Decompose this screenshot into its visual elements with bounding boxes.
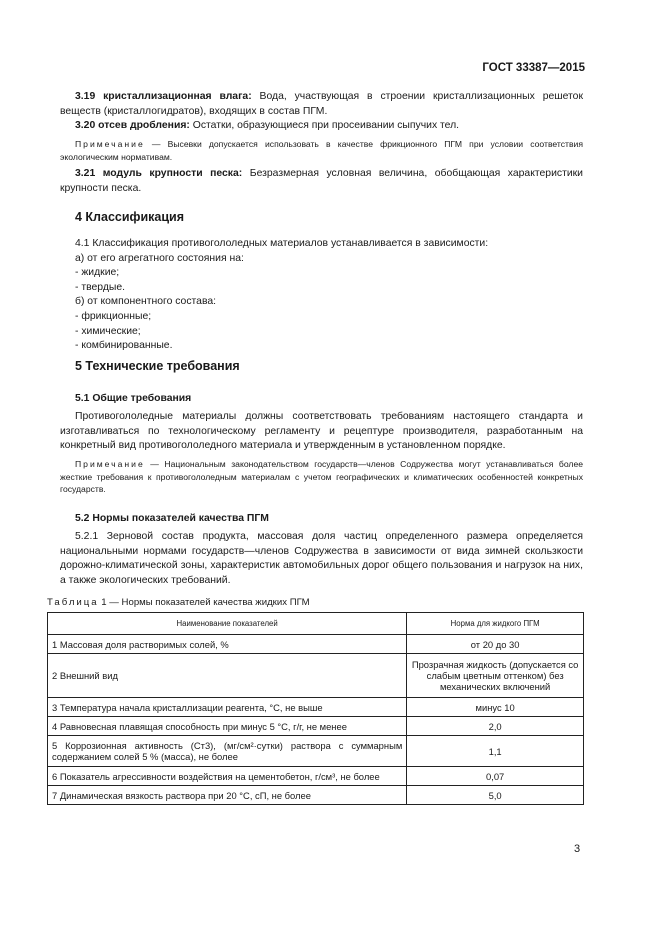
table-cell: 5,0 (407, 786, 584, 805)
section-5-title: 5 Технические требования (75, 359, 240, 373)
paragraph-3-19 (60, 90, 583, 119)
list-item: - фрикционные; (75, 310, 152, 322)
table-header-cell: Норма для жидкого ПГМ (407, 613, 584, 635)
list-item: - химические; (75, 325, 141, 337)
section-4-list (75, 237, 488, 354)
section-5-2-title: 5.2 Нормы показателей качества ПГМ (75, 513, 269, 524)
text-3-19: Вода, участвующая в строении кристаллизационных решеток веществ (кристаллогидратов), входящих в состав ПГМ. (60, 91, 583, 117)
table-cell: 1 Массовая доля растворимых солей, % (48, 635, 407, 654)
term-3-19: 3.19 кристаллизационная влага: (75, 91, 252, 102)
text-3-20: Остатки, образующиеся при просеивании сыпучих тел. (189, 120, 460, 131)
section-4-title: 4 Классификация (75, 210, 185, 224)
paragraph-3-21 (60, 167, 583, 196)
table-row (48, 698, 584, 717)
table-header-row (48, 613, 584, 635)
list-item: а) от его агрегатного состояния на: (75, 252, 244, 264)
table-caption-label: Таблица (47, 597, 99, 608)
table-row (48, 717, 584, 736)
table-cell: 3 Температура начала кристаллизации реагента, °С, не выше (48, 698, 407, 717)
list-item: - твердые. (75, 281, 126, 293)
table-row (48, 767, 584, 786)
term-3-20: 3.20 отсев дробления: (75, 120, 190, 131)
note-2 (60, 458, 583, 496)
note-label: Примечание (75, 459, 145, 469)
note-label: Примечание (75, 139, 145, 149)
quality-table (47, 612, 584, 805)
list-item: - комбинированные. (75, 340, 173, 352)
term-3-21: 3.21 модуль крупности песка: (75, 168, 243, 179)
list-item: 4.1 Классификация противогололедных материалов устанавливается в зависимости: (75, 238, 489, 249)
table-cell: от 20 до 30 (407, 635, 584, 654)
note-1-text: — Высевки допускается использовать в качестве фрикционного ПГМ при условии соответствия экологическим нормативам. (60, 139, 583, 162)
table-header-cell: Наименование показателей (48, 613, 407, 635)
section-5-1-title: 5.1 Общие требования (75, 393, 192, 404)
table-cell: 7 Динамическая вязкость раствора при 20 °С, сП, не более (48, 786, 407, 805)
table-row (48, 635, 584, 654)
text-3-21: Безразмерная условная величина, обобщающая характеристики крупности песка. (60, 168, 583, 194)
list-item: б) от компонентного состава: (75, 296, 217, 308)
paragraph-3-20 (60, 119, 583, 134)
table-cell: минус 10 (407, 698, 584, 717)
note-1 (60, 138, 583, 163)
table-row (48, 786, 584, 805)
page-number: 3 (574, 843, 581, 855)
list-item: - жидкие; (75, 267, 120, 279)
table-cell: 5 Коррозионная активность (Ст3), (мг/см²·сутки) раствора с суммарным содержанием солей 5 % (масса), не более (48, 736, 407, 767)
table-row (48, 736, 584, 767)
table-row (48, 654, 584, 698)
table-caption-text: 1 — Нормы показателей качества жидких ПГМ (98, 597, 310, 608)
table-caption (47, 597, 310, 608)
table-cell: Прозрачная жидкость (допускается со слабым цветным оттенком) без механических включений (407, 654, 584, 698)
table-cell: 2 Внешний вид (48, 654, 407, 698)
table-cell: 6 Показатель агрессивности воздействия на цементобетон, г/см³, не более (48, 767, 407, 786)
table-cell: 1,1 (407, 736, 584, 767)
table-cell: 0,07 (407, 767, 584, 786)
paragraph-5-1: Противогололедные материалы должны соответствовать требованиям настоящего стандарта и изготавливаться по технологическому регламенту и рецептуре производителя, разработанным на конкретный вид противогололедного материала и утвержденным в установленном порядке. (60, 411, 583, 451)
table-cell: 4 Равновесная плавящая способность при минус 5 °С, г/г, не менее (48, 717, 407, 736)
table-cell: 2,0 (407, 717, 584, 736)
paragraph-5-2-1: 5.2.1 Зерновой состав продукта, массовая доля частиц определенного размера определяется национальными нормами государств—членов Содружества в зависимости от вида зимней скользкости дорожно-климатической зоны, характеристик автомобильных дорог общего пользования и нагрузок на них, а также экологических требований. (60, 531, 583, 586)
document-header: ГОСТ 33387—2015 (482, 62, 585, 74)
note-2-text: — Национальным законодательством государств—членов Содружества могут устанавливаться более жесткие требования к противогололедным материалам с учетом географических и климатических особенностей конкретных государств. (60, 459, 583, 494)
